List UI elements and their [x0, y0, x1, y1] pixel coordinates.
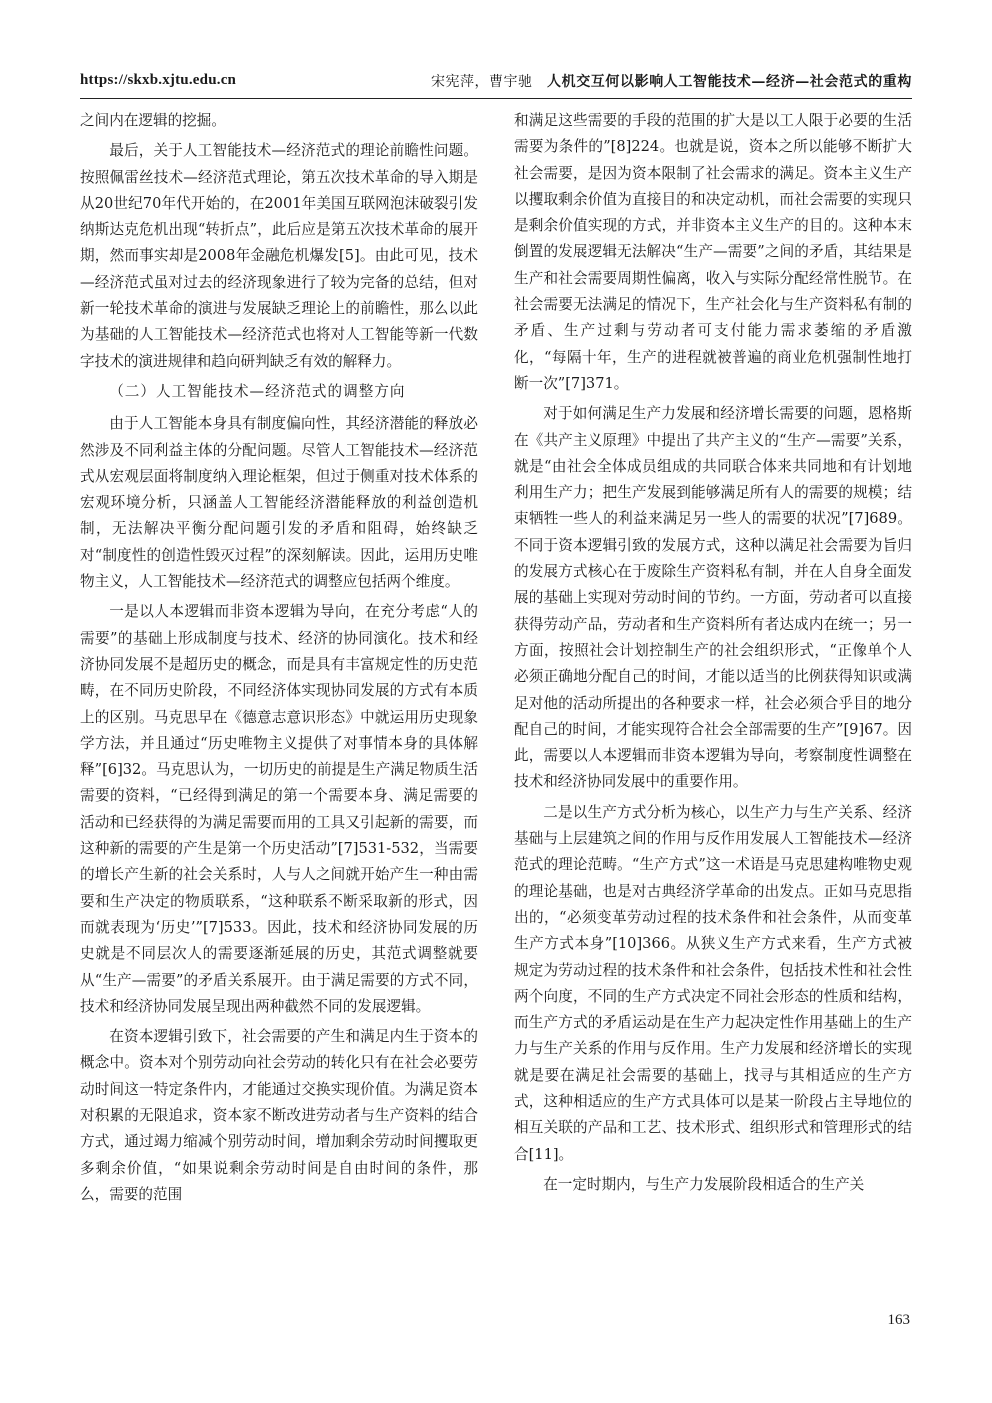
page-number: 163	[887, 1312, 910, 1328]
article-authors: 宋宪萍，曹宇驰	[431, 74, 533, 90]
paragraph: 在一定时期内，与生产力发展阶段相适合的生产关	[543, 1175, 865, 1193]
paragraph: 由于人工智能本身具有制度偏向性，其经济潜能的释放必然涉及不同利益主体的分配问题。尽管人工智能技术—经济范式从宏观层面将制度纳入理论框架，但过于侧重对技术体系的宏观环境分析，只涵盖人工智能经济潜能释放的利益创造机制，无法解决平衡分配问题引发的矛盾和阻碍，始终缺乏对“制度性的创造性毁灭过程”的深刻解读。因此，运用历史唯物主义，人工智能技术—经济范式的调整应包括两个维度。	[80, 415, 478, 591]
paragraph: 最后，关于人工智能技术—经济范式的理论前瞻性问题。按照佩雷丝技术—经济范式理论，第五次技术革命的导入期是从20世纪70年代开始的，在2001年美国互联网泡沫破裂引发纳斯达克危机出现“转折点”，此后应是第五次技术革命的展开期，然而事实却是2008年金融危机爆发[5]。由此可见，技术—经济范式虽对过去的经济现象进行了较为完备的总结，但对新一轮技术革命的演进与发展缺乏理论上的前瞻性，那么以此为基础的人工智能技术—经济范式也将对人工智能等新一代数字技术的演进规律和趋向研判缺乏有效的解释力。	[80, 142, 478, 370]
paragraph: 和满足这些需要的手段的范围的扩大是以工人限于必要的生活需要为条件的”[8]224。也就是说，资本之所以能够不断扩大社会需要，是因为资本限制了社会需求的满足。资本主义生产以攫取剩余价值为直接目的和决定动机，而社会需要的实现只是剩余价值实现的方式，并非资本主义生产的目的。这种本末倒置的发展逻辑无法解决“生产—需要”之间的矛盾，其结果是生产和社会需要周期性偏离，收入与实际分配经常性脱节。在社会需要无法满足的情况下，生产社会化与生产资料私有制的矛盾、生产过剩与劳动者可支付能力需求萎缩的矛盾激化，“每隔十年，生产的进程就被普遍的商业危机强制性地打断一次”[7]371。	[514, 112, 912, 392]
running-header	[80, 62, 912, 99]
right-column	[514, 108, 912, 1298]
paragraph: 二是以生产方式分析为核心，以生产力与生产关系、经济基础与上层建筑之间的作用与反作用发展人工智能技术—经济范式的理论范畴。“生产方式”这一术语是马克思建构唯物史观的理论基础，也是对古典经济学革命的出发点。正如马克思指出的，“必须变革劳动过程的技术条件和社会条件，从而变革生产方式本身”[10]366。从狭义生产方式来看，生产方式被规定为劳动过程的技术条件和社会条件，包括技术性和社会性两个向度，不同的生产方式决定不同社会形态的性质和结构，而生产方式的矛盾运动是在生产力起决定性作用基础上的生产力与生产关系的作用与反作用。生产力发展和经济增长的实现就是要在满足社会需要的基础上，找寻与其相适应的生产方式，这种相适应的生产方式具体可以是某一阶段占主导地位的相互关联的产品和工艺、技术形式、组织形式和管理形式的结合[11]。	[514, 803, 912, 1163]
paragraph: 在资本逻辑引致下，社会需要的产生和满足内生于资本的概念中。资本对个别劳动向社会劳动的转化只有在社会必要劳动时间这一特定条件内，才能通过交换实现价值。为满足资本对积累的无限追求，资本家不断改进劳动者与生产资料的结合方式，通过竭力缩减个别劳动时间，增加剩余劳动时间攫取更多剩余价值，“如果说剩余劳动时间是自由时间的条件，那么，需要的范围	[80, 1028, 478, 1203]
paragraph: 之间内在逻辑的挖掘。	[80, 112, 226, 129]
journal-url[interactable]: https://skxb.xjtu.edu.cn	[80, 72, 237, 88]
section-subheading: （二）人工智能技术—经济范式的调整方向	[109, 382, 406, 400]
left-column	[80, 108, 478, 1298]
paragraph: 一是以人本逻辑而非资本逻辑为导向，在充分考虑“人的需要”的基础上形成制度与技术、经济的协同演化。技术和经济协同发展不是超历史的概念，而是具有丰富规定性的历史范畴，在不同历史阶段，不同经济体实现协同发展的方式有本质上的区别。马克思早在《德意志意识形态》中就运用历史现象学方法，并且通过“历史唯物主义提供了对事情本身的具体解释”[6]32。马克思认为，一切历史的前提是生产满足物质生活需要的资料，“已经得到满足的第一个需要本身、满足需要的活动和已经获得的为满足需要而用的工具又引起新的需要，而这种新的需要的产生是第一个历史活动”[7]531-532，当需要的增长产生新的社会关系时，人与人之间就开始产生一种由需要和生产决定的物质联系，“这种联系不断采取新的形式，因而就表现为‘历史’”[7]533。因此，技术和经济协同发展的历史就是不同层次人的需要逐渐延展的历史，其范式调整就要从“生产—需要”的矛盾关系展开。由于满足需要的方式不同，技术和经济协同发展呈现出两种截然不同的发展逻辑。	[80, 603, 478, 1015]
paragraph: 对于如何满足生产力发展和经济增长需要的问题，恩格斯在《共产主义原理》中提出了共产主义的“生产—需要”关系，就是“由社会全体成员组成的共同联合体来共同地和有计划地利用生产力；把生产发展到能够满足所有人的需要的规模；结束牺牲一些人的利益来满足另一些人的需要的状况”[7]689。不同于资本逻辑引致的发展方式，这种以满足社会需要为旨归的发展方式核心在于废除生产资料私有制，并在人自身全面发展的基础上实现对劳动时间的节约。一方面，劳动者可以直接获得劳动产品，劳动者和生产资料所有者达成内在统一；另一方面，按照社会计划控制生产的社会组织形式，“正像单个人必须正确地分配自己的时间，才能以适当的比例获得知识或满足对他的活动所提出的各种要求一样，社会必须合乎目的地分配自己的时间，才能实现符合社会全部需要的生产”[9]67。因此，需要以人本逻辑而非资本逻辑为导向，考察制度性调整在技术和经济协同发展中的重要作用。	[514, 405, 912, 791]
running-title-block	[431, 71, 912, 91]
running-title: 人机交互何以影响人工智能技术—经济—社会范式的重构	[547, 74, 912, 90]
